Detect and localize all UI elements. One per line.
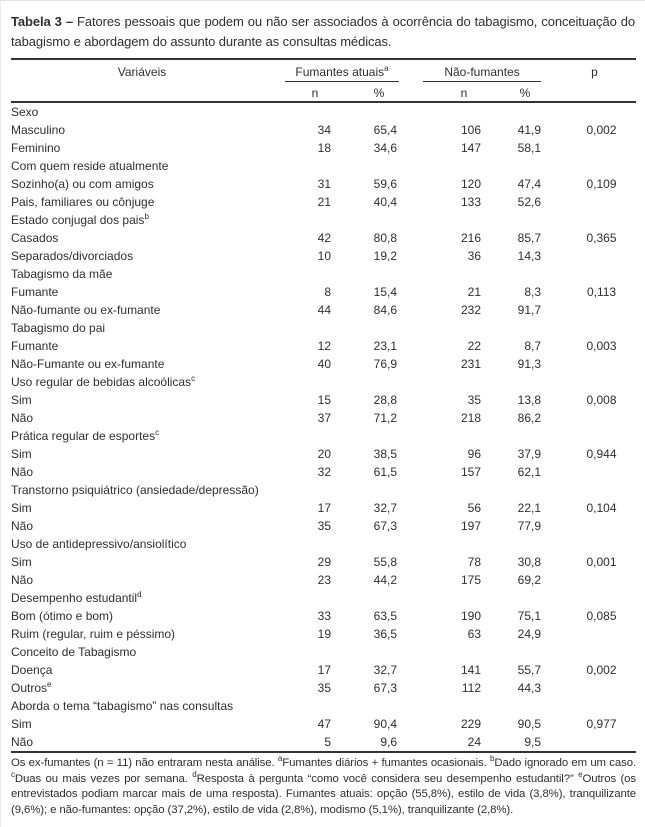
cell-pct-fumantes: 9,6 [380,735,398,749]
cell-pct-fumantes: 36,5 [373,627,398,641]
cell-pct-nao-fumantes: 24,9 [517,627,542,641]
cell-pct-fumantes: 76,9 [373,357,398,371]
cell-n-fumantes: 23 [317,573,331,587]
section-header-row [11,157,636,175]
data-row [11,517,636,535]
cell-p-value [553,301,636,319]
cell-n-nao-fumantes: 35 [467,393,482,407]
cell-n-fumantes: 10 [317,249,331,263]
section-header-row [11,697,636,715]
table-header [11,59,636,102]
section-label: Com quem reside atualmente [11,159,169,173]
cell-p-value: 0,365 [586,231,617,245]
footnote-superscript: c [11,769,15,779]
section-header-row [11,535,636,553]
row-label: Doença [11,663,53,677]
section-label: Prática regular de esportes$^c$ [11,428,160,443]
header-row-groups [11,59,636,84]
cell-pct-nao-fumantes: 91,3 [517,357,542,371]
row-label: Bom (ótimo e bom) [11,609,114,623]
cell-n-fumantes: 15 [317,393,331,407]
cell-n-nao-fumantes: 78 [467,555,482,569]
cell-pct-nao-fumantes: 77,9 [517,519,542,533]
cell-n-nao-fumantes: 175 [460,573,482,587]
section-label-superscript: d [137,590,142,599]
data-row [11,445,636,463]
section-label-superscript: c [155,428,160,437]
data-row [11,139,636,157]
cell-n-nao-fumantes: 24 [467,735,482,749]
cell-pct-nao-fumantes: 90,5 [517,717,542,731]
cell-n-nao-fumantes: 56 [467,501,482,515]
cell-pct-fumantes: 23,1 [373,339,398,353]
cell-pct-fumantes: 80,8 [373,231,398,245]
cell-n-nao-fumantes: 231 [460,357,482,371]
cell-n-fumantes: 37 [317,411,331,425]
cell-p-value [553,463,636,481]
section-label: Desempenho estudantil$^d$ [11,590,142,605]
cell-pct-fumantes: 38,5 [373,447,398,461]
fumantes-atuais-label: Fumantes atuais [295,65,385,79]
cell-p-value: 0,104 [586,501,617,515]
nao-fumantes-label: Não-fumantes [444,65,520,79]
col-header-fumantes-atuais [273,59,411,84]
col-header-nao-fumantes [411,59,553,84]
cell-pct-fumantes: 55,8 [373,555,398,569]
cell-p-value: 0,109 [586,177,617,191]
cell-n-fumantes: 21 [317,195,331,209]
cell-n-nao-fumantes: 147 [460,141,482,155]
section-label: Sexo [11,105,39,119]
cell-p-value [553,409,636,427]
cell-p-value: 0,002 [586,663,617,677]
table-body [11,102,636,752]
data-row [11,733,636,752]
data-row [11,337,636,355]
data-row [11,247,636,265]
cell-p-value: 0,085 [586,609,617,623]
section-header-row [11,589,636,607]
cell-n-fumantes: 12 [317,339,331,353]
data-row [11,391,636,409]
cell-pct-nao-fumantes: 86,2 [517,411,542,425]
cell-n-fumantes: 42 [317,231,331,245]
cell-n-fumantes: 34 [317,123,331,137]
data-row [11,301,636,319]
cell-n-fumantes: 8 [324,285,331,299]
subheader-n-nao-fumantes: n [411,84,487,102]
cell-p-value [553,139,636,157]
table-footnotes: Os ex-fumantes (n = 11) não entraram nesta análise. $^a$Fumantes diários + fumantes ocasionais. $^b$Dado ignorado em um caso. $^c$Duas ou mais vezes por semana. $^d$Resposta à pergunta “como você considera seu desempenho estudantil?” $^e$Outros (os entrevistados podiam marcar mais de uma resposta). Fumantes atuais: opção (55,8%), estilo de vida (3,8%), tranquilizante (9,6%); e não-fumantes: opção (37,2%), estilo de vida (2,8%), modismo (5,1%), tranquilizante (2,8%). [11,752,636,818]
section-label: Tabagismo do pai [11,321,106,335]
section-header-row [11,481,636,499]
subheader-pct-nao-fumantes: % [487,84,553,102]
cell-pct-fumantes: 61,5 [373,465,398,479]
cell-pct-nao-fumantes: 8,7 [524,339,542,353]
data-row [11,625,636,643]
cell-pct-nao-fumantes: 41,9 [517,123,542,137]
row-label: Separados/divorciados [11,249,134,263]
cell-pct-fumantes: 67,3 [373,681,398,695]
cell-n-fumantes: 18 [317,141,331,155]
col-header-p: p [553,59,636,102]
section-header-row [11,373,636,391]
cell-pct-fumantes: 19,2 [373,249,398,263]
cell-p-value [553,571,636,589]
footnote-superscript: e [578,769,583,779]
data-row [11,553,636,571]
cell-pct-fumantes: 28,8 [373,393,398,407]
section-label: Uso regular de bebidas alcoólicas$^c$ [11,374,196,389]
cell-pct-nao-fumantes: 91,7 [517,303,542,317]
cell-n-nao-fumantes: 157 [460,465,482,479]
cell-pct-nao-fumantes: 55,7 [517,663,542,677]
row-label: Sim [11,717,32,731]
cell-n-nao-fumantes: 133 [460,195,482,209]
fumantes-atuais-superscript: a [384,64,389,73]
section-label: Aborda o tema “tabagismo” nas consultas [11,699,234,713]
cell-n-nao-fumantes: 21 [467,285,482,299]
cell-pct-fumantes: 67,3 [373,519,398,533]
cell-pct-nao-fumantes: 22,1 [517,501,542,515]
cell-n-nao-fumantes: 216 [460,231,482,245]
cell-n-nao-fumantes: 232 [460,303,482,317]
cell-p-value [553,733,636,752]
cell-n-fumantes: 47 [317,717,331,731]
section-header-row [11,211,636,229]
row-label: Fumante [11,339,59,353]
cell-pct-nao-fumantes: 69,2 [517,573,542,587]
cell-pct-nao-fumantes: 62,1 [517,465,542,479]
section-label: Uso de antidepressivo/ansiolítico [11,537,187,551]
cell-n-nao-fumantes: 141 [460,663,482,677]
cell-n-fumantes: 31 [317,177,331,191]
data-row [11,409,636,427]
cell-p-value [553,355,636,373]
factors-table [11,58,636,752]
cell-p-value [553,247,636,265]
cell-n-nao-fumantes: 36 [467,249,482,263]
col-header-variaveis: Variáveis [11,59,273,102]
cell-n-nao-fumantes: 106 [460,123,482,137]
cell-n-fumantes: 29 [317,555,331,569]
cell-n-nao-fumantes: 218 [460,411,482,425]
row-label: Não [11,519,34,533]
cell-n-nao-fumantes: 63 [467,627,482,641]
footnote-superscript: d [192,769,197,779]
cell-pct-fumantes: 15,4 [373,285,398,299]
cell-p-value: 0,008 [586,393,617,407]
caption-dash: – [61,14,78,29]
cell-n-fumantes: 17 [317,501,331,515]
cell-pct-fumantes: 32,7 [373,663,398,677]
cell-pct-nao-fumantes: 47,4 [517,177,542,191]
cell-pct-fumantes: 44,2 [373,573,398,587]
cell-p-value: 0,001 [586,555,617,569]
cell-n-nao-fumantes: 190 [460,609,482,623]
cell-n-nao-fumantes: 229 [460,717,482,731]
cell-p-value [553,625,636,643]
cell-pct-nao-fumantes: 30,8 [517,555,542,569]
section-header-row [11,427,636,445]
row-label: Ruim (regular, ruim e péssimo) [11,627,176,641]
data-row [11,283,636,301]
cell-pct-fumantes: 71,2 [373,411,398,425]
subheader-pct-fumantes: % [347,84,411,102]
row-label: Não-Fumante ou ex-fumante [11,357,165,371]
row-label: Não [11,573,34,587]
section-label: Tabagismo da mãe [11,267,113,281]
data-row [11,175,636,193]
cell-pct-nao-fumantes: 75,1 [517,609,542,623]
row-label: Sim [11,393,32,407]
section-label: Estado conjugal dos pais$^b$ [11,212,149,227]
caption-text: Fatores pessoais que podem ou não ser associados à ocorrência do tabagismo, conceituação do tabagismo e abordagem do assunto durante as consultas médicas. [11,14,636,49]
cell-p-value: 0,002 [586,123,617,137]
cell-n-nao-fumantes: 120 [460,177,482,191]
cell-p-value: 0,003 [586,339,617,353]
table-caption-label: Tabela 3 [11,14,62,29]
cell-pct-nao-fumantes: 9,5 [524,735,542,749]
cell-pct-nao-fumantes: 37,9 [517,447,542,461]
row-label: Não [11,465,34,479]
cell-pct-nao-fumantes: 14,3 [517,249,542,263]
cell-p-value: 0,944 [586,447,617,461]
cell-n-nao-fumantes: 96 [467,447,482,461]
cell-n-fumantes: 44 [317,303,331,317]
section-label: Conceito de Tabagismo [11,645,137,659]
section-header-row [11,102,636,121]
section-header-row [11,265,636,283]
cell-n-fumantes: 19 [317,627,331,641]
cell-pct-fumantes: 59,6 [373,177,398,191]
row-label: Pais, familiares ou cônjuge [11,195,155,209]
subheader-n-fumantes: n [273,84,347,102]
cell-n-fumantes: 35 [317,519,331,533]
cell-p-value: 0,977 [586,717,617,731]
row-label: Casados [11,231,59,245]
data-row [11,229,636,247]
cell-n-nao-fumantes: 22 [467,339,482,353]
cell-pct-fumantes: 84,6 [373,303,398,317]
section-label-superscript: b [144,212,149,221]
data-row [11,661,636,679]
table-caption [11,12,635,51]
row-label: Não [11,735,34,749]
cell-pct-nao-fumantes: 58,1 [517,141,542,155]
data-row [11,571,636,589]
section-header-row [11,643,636,661]
cell-pct-fumantes: 40,4 [373,195,398,209]
cell-pct-nao-fumantes: 52,6 [517,195,542,209]
cell-pct-fumantes: 63,5 [373,609,398,623]
row-label: Não-fumante ou ex-fumante [11,303,161,317]
row-label: Sim [11,501,32,515]
cell-pct-nao-fumantes: 13,8 [517,393,542,407]
row-label: Sozinho(a) ou com amigos [11,177,154,191]
cell-n-fumantes: 17 [317,663,331,677]
cell-pct-fumantes: 90,4 [373,717,398,731]
data-row [11,499,636,517]
row-label: Não [11,411,34,425]
data-row [11,121,636,139]
cell-n-fumantes: 40 [317,357,331,371]
row-label: Masculino [11,123,66,137]
cell-p-value [553,193,636,211]
row-label: Sim [11,555,32,569]
row-label: Sim [11,447,32,461]
section-label: Transtorno psiquiátrico (ansiedade/depressão) [11,483,259,497]
data-row [11,355,636,373]
cell-p-value [553,517,636,535]
cell-n-nao-fumantes: 112 [461,681,482,695]
cell-pct-nao-fumantes: 85,7 [517,231,542,245]
data-row [11,607,636,625]
section-label-superscript: c [191,374,196,383]
footnote-superscript: b [490,754,495,764]
cell-n-fumantes: 5 [324,735,331,749]
cell-n-nao-fumantes: 197 [460,519,482,533]
cell-p-value: 0,113 [586,285,617,299]
cell-p-value [553,679,636,697]
cell-n-fumantes: 20 [317,447,331,461]
cell-n-fumantes: 33 [317,609,331,623]
cell-pct-nao-fumantes: 8,3 [524,285,542,299]
footnote-superscript: a [277,754,283,764]
cell-pct-fumantes: 32,7 [373,501,398,515]
cell-pct-fumantes: 65,4 [373,123,398,137]
cell-n-fumantes: 35 [317,681,331,695]
data-row [11,715,636,733]
cell-pct-fumantes: 34,6 [373,141,398,155]
row-label-superscript: e [47,680,52,689]
data-row [11,193,636,211]
section-header-row [11,319,636,337]
cell-pct-nao-fumantes: 44,3 [517,681,542,695]
row-label: Feminino [11,141,61,155]
data-row [11,679,636,697]
row-label: Fumante [11,285,59,299]
row-label: Outros$^e$ [11,680,52,695]
data-row [11,463,636,481]
cell-n-fumantes: 32 [317,465,331,479]
